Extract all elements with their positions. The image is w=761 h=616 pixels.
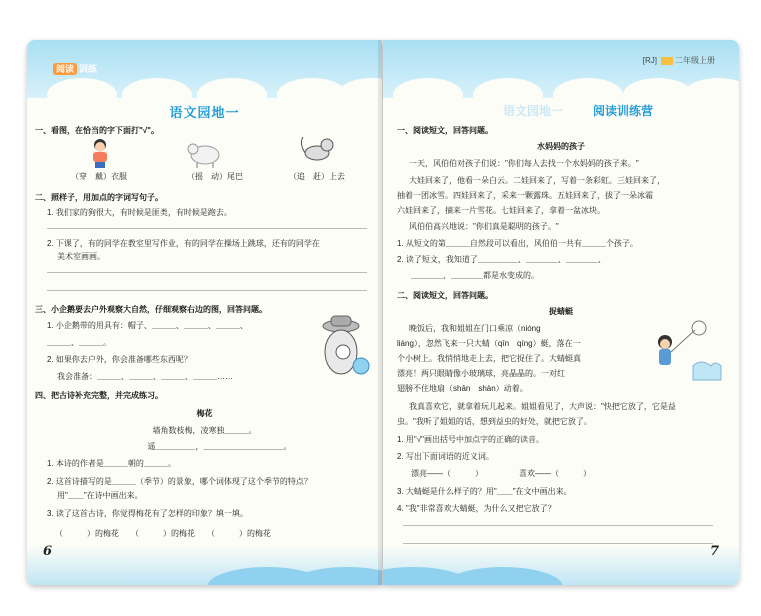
- s3-question-1b: ＿＿＿、＿＿＿。: [47, 338, 111, 347]
- footer-band-right: [383, 545, 739, 585]
- story-2-p2a: 我真喜欢它，就拿着玩儿起来。姐姐看见了，大声说："快把它放了，它是益: [409, 402, 676, 411]
- r-s2-question-2: 2. 写出下面词语的近义词。: [397, 452, 494, 461]
- r-s2-question-2b: 漂亮——（ ） 喜欢——（ ）: [411, 469, 591, 478]
- lamb-illustration: [185, 137, 225, 169]
- r-section-1-title: 一、阅读短文，回答问题。: [397, 126, 493, 135]
- section-4-title: 四、把古诗补充完整，并完成练习。: [35, 391, 163, 400]
- section-3-title: 三、小企鹅要去户外观察大自然，仔细观察右边的图，回答问题。: [35, 305, 267, 314]
- s1-option-2: （摇 动）尾巴: [187, 172, 243, 181]
- poem-question-3: 3. 读了这首古诗，你觉得梅花有了怎样的印象？填一填。: [47, 509, 248, 518]
- r-s1-question-2b: ＿＿＿＿、＿＿＿＿都是水变成的。: [411, 271, 539, 280]
- s2-example-1: 1. 我们家的狗很大，有时候是匪类，有时候是跑去。: [47, 208, 232, 217]
- r-s1-question-2: 2. 读了短文，我知道了＿＿＿＿＿、＿＿＿＿、＿＿＿＿、: [397, 255, 606, 264]
- s2-example-2b: 美术室画画。: [57, 252, 105, 261]
- story-1-title: 水妈妈的孩子: [537, 142, 585, 151]
- story-1-p2c: 六娃回来了，摘来一片雪花。七娃回来了，拿着一盆冰块。: [397, 206, 605, 215]
- section-2-title: 二、照样子，用加点的字词写句子。: [35, 193, 163, 202]
- story-2-p1a: 晚饭后，我和姐姐在门口乘凉（nióng: [409, 324, 541, 333]
- penguin-explorer-illustration: [313, 312, 373, 382]
- page-number-left: 6: [43, 544, 53, 559]
- story-1-p3: 风伯伯高兴地说："你们真是聪明的孩子。": [409, 222, 559, 231]
- poem-question-2: 2. 这首诗描写的是＿＿＿（季节）的景象，哪个词体现了这个季节的特点？: [47, 477, 312, 486]
- s1-option-1: （穿 戴）衣服: [71, 172, 127, 181]
- r-s1-question-1: 1. 从短文的第＿＿＿自然段可以看出，风伯伯一共有＿＿＿个孩子。: [397, 239, 638, 248]
- poem-title: 梅花: [196, 409, 213, 418]
- s3-question-1: 1. 小企鹅带的用具有：帽子、＿＿＿、＿＿＿、＿＿＿、: [47, 321, 248, 330]
- page-title-right: 语文园地一 阅读训练营: [503, 104, 654, 118]
- r-section-2-title: 二、阅读短文，回答问题。: [397, 291, 493, 300]
- story-1-p2a: 大娃回来了，他看一朵白云。二娃回来了，写着一条彩虹。三娃回来了，: [409, 176, 665, 185]
- story-2-p1e: 翅膀不住地扇（shān shàn）动着。: [397, 384, 528, 393]
- r-s2-question-1: 1. 用"√"画出括号中加点字的正确的读音。: [397, 435, 544, 444]
- boy-dressing-illustration: [85, 137, 115, 169]
- footer-band: [27, 545, 382, 585]
- page-number-right: 7: [709, 544, 719, 559]
- header-band-right: [383, 40, 739, 98]
- s3-question-2: 2. 如果你去户外，你会准备哪些东西呢？: [47, 355, 192, 364]
- right-page: [383, 40, 739, 585]
- story-1-p1: 一天，风伯伯对孩子们说："你们每人去找一个水妈妈的孩子来。": [409, 159, 639, 168]
- header-tag: 阅读 训练: [53, 62, 97, 75]
- story-2-title: 捉蜻蜓: [549, 307, 573, 316]
- s2-example-2a: 2. 下课了，有的同学在教室里写作业，有的同学在操场上跳球，还有的同学在: [47, 239, 320, 248]
- page-title: 语文园地一: [169, 105, 240, 120]
- story-1-p2b: 抽着一团冰雪。四娃回来了，采来一颗露珠。五娃回来了，拔了一朵冰霜: [397, 191, 653, 200]
- section-1-title: 一、看图，在恰当的字下面打"√"。: [35, 126, 159, 135]
- story-2-p2b: 虫。"我听了姐姐的话，想到益虫的好处，就把它放了。: [397, 417, 592, 426]
- cat-chasing-illustration: [297, 133, 337, 167]
- poem-line-1: 墙角数枝梅，凌寒独＿＿＿。: [152, 426, 257, 435]
- left-page: [27, 40, 382, 585]
- poem-question-3b: （ ）的梅花 （ ）的梅花 （ ）的梅花: [55, 529, 271, 538]
- s3-question-2b: 我会准备：＿＿＿、＿＿＿、＿＿＿、＿＿＿……: [57, 372, 233, 381]
- poem-line-3: 遥＿＿＿＿＿，＿＿＿＿＿＿＿＿＿＿。: [147, 442, 292, 451]
- girl-catching-dragonfly-illustration: [643, 318, 723, 388]
- poem-question-1: 1. 本诗的作者是＿＿＿朝的＿＿＿。: [47, 459, 176, 468]
- poem-question-2b: 用"＿＿"在诗中画出来。: [57, 491, 143, 500]
- header-edition: [RJ] 二年级上册: [642, 56, 715, 65]
- r-s2-question-4: 4. "我"非常喜欢大蜻蜓，为什么又把它放了？: [397, 504, 556, 513]
- s1-option-3: （追 赶）上去: [289, 172, 345, 181]
- story-2-p1b: liáng），忽然飞来一只大蜻（qīn qíng）蜓，落在一: [397, 339, 581, 348]
- r-s2-question-3: 3. 大蜻蜓是什么样子的？用"＿＿"在文中画出来。: [397, 487, 572, 496]
- story-2-p1d: 漂亮！两只眼睛像小玻璃球，亮晶晶的。一对红: [397, 369, 565, 378]
- story-2-p1c: 个小树上。我悄悄地走上去，把它捉住了。大蜻蜓真: [397, 354, 581, 363]
